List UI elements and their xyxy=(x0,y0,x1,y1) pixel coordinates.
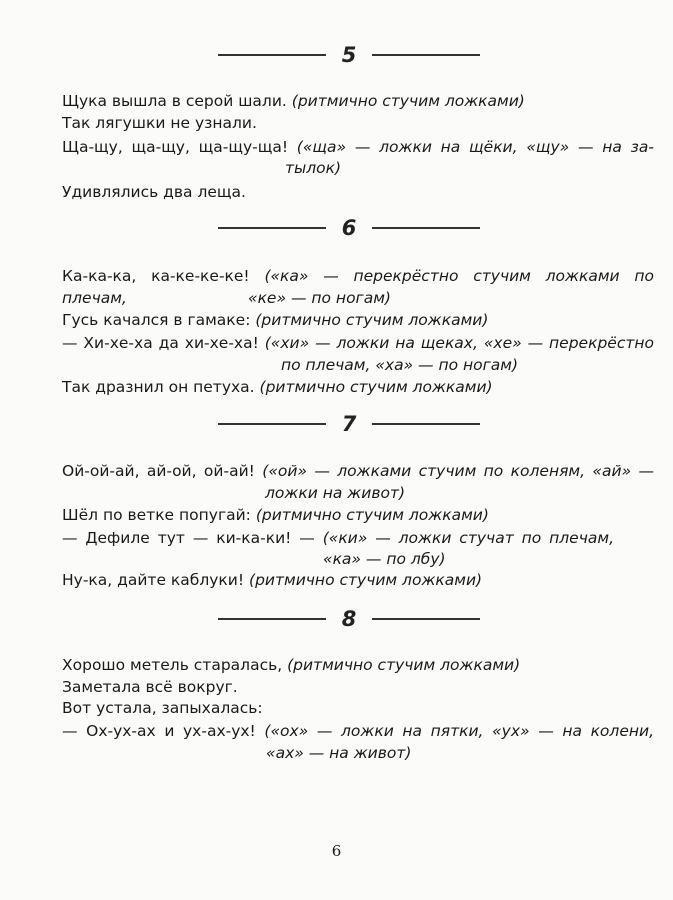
divider-left xyxy=(218,227,326,229)
verse-text: Ой-ой-ай, ай-ой, ой-ай! xyxy=(62,462,255,480)
verse-text: Так дразнил он петуха. xyxy=(62,378,255,396)
section-number: 5 xyxy=(341,43,357,67)
divider-right xyxy=(372,618,480,620)
verse-note: (ритмично стучим ложками) xyxy=(249,571,483,589)
divider-right xyxy=(372,227,480,229)
divider-right xyxy=(372,423,480,425)
verse-note: (ритмично стучим ложками) xyxy=(287,656,521,674)
verse-line xyxy=(62,569,482,591)
verse-note: («ох» — ложки на пятки, «ух» — на колени, xyxy=(264,722,654,740)
verse-note: «ке» — по ногам) xyxy=(248,289,391,307)
verse-text: Заметала всё вокруг. xyxy=(62,678,238,696)
verse-text: Удивлялись два леща. xyxy=(62,183,246,201)
verse-note: (ритмично стучим ложками) xyxy=(259,378,493,396)
verse-note: («ка» — перекрёстно стучим ложками по плечам, xyxy=(62,267,655,307)
verse-text: — Хи-хе-ха да хи-хе-ха! xyxy=(62,334,259,352)
verse-text: Так лягушки не узнали. xyxy=(62,114,257,132)
verse-note: («ща» — ложки на щёки, «щу» — на за- xyxy=(296,138,654,156)
divider-left xyxy=(218,54,326,56)
verse-line xyxy=(62,181,246,203)
verse-line xyxy=(62,527,614,549)
verse-text: Ка-ка-ка, ка-ке-ке-ке! xyxy=(62,267,250,285)
verse-line xyxy=(62,720,654,742)
verse-note: (ритмично стучим ложками) xyxy=(255,506,489,524)
verse-text: — Ох-ух-ах и ух-ах-ух! xyxy=(62,722,256,740)
verse-line xyxy=(62,332,654,354)
verse-text: Ща-щу, ща-щу, ща-щу-ща! xyxy=(62,138,289,156)
verse-line xyxy=(266,742,411,764)
verse-line xyxy=(62,309,488,331)
verse-note: (ритмично стучим ложками) xyxy=(291,92,525,110)
section-number: 7 xyxy=(341,412,357,436)
divider-left xyxy=(218,618,326,620)
section-header-6 xyxy=(218,213,480,243)
page-number: 6 xyxy=(331,842,342,860)
verse-text: Гусь качался в гамаке: xyxy=(62,311,251,329)
verse-note: тылок) xyxy=(285,159,342,177)
verse-line xyxy=(62,112,257,134)
verse-text: Вот устала, запыхалась: xyxy=(62,699,263,717)
verse-line xyxy=(62,460,654,482)
verse-line xyxy=(281,354,518,376)
verse-line xyxy=(62,136,654,158)
section-number: 8 xyxy=(341,607,357,631)
verse-note: (ритмично стучим ложками) xyxy=(255,311,489,329)
verse-line xyxy=(62,676,238,698)
verse-line xyxy=(62,654,520,676)
section-number: 6 xyxy=(341,216,357,240)
section-header-7 xyxy=(218,409,480,439)
verse-text: Щука вышла в серой шали. xyxy=(62,92,287,110)
verse-note: «ах» — на живот) xyxy=(266,744,412,762)
verse-note: («ой» — ложками стучим по коленям, «ай» — xyxy=(262,462,655,480)
verse-note: ложки на живот) xyxy=(265,484,406,502)
verse-text: Хорошо метель старалась, xyxy=(62,656,283,674)
verse-line xyxy=(62,504,489,526)
verse-line xyxy=(323,548,446,570)
verse-note: («хи» — ложки на щеках, «хе» — перекрёстно xyxy=(264,334,654,352)
verse-line xyxy=(62,90,525,112)
verse-line xyxy=(62,376,493,398)
verse-text: Ну-ка, дайте каблуки! xyxy=(62,571,245,589)
section-header-5 xyxy=(218,40,480,70)
divider-left xyxy=(218,423,326,425)
verse-text: — Дефиле тут — ки-ка-ки! — xyxy=(62,529,315,547)
verse-line xyxy=(248,287,391,309)
verse-note: по плечам, «ха» — по ногам) xyxy=(281,356,519,374)
verse-note: «ка» — по лбу) xyxy=(323,550,446,568)
verse-line xyxy=(265,482,405,504)
section-header-8 xyxy=(218,604,480,634)
verse-line xyxy=(285,157,341,179)
verse-note: («ки» — ложки стучат по плечам, xyxy=(322,529,614,547)
verse-text: Шёл по ветке попугай: xyxy=(62,506,251,524)
divider-right xyxy=(372,54,480,56)
verse-line xyxy=(62,697,263,719)
